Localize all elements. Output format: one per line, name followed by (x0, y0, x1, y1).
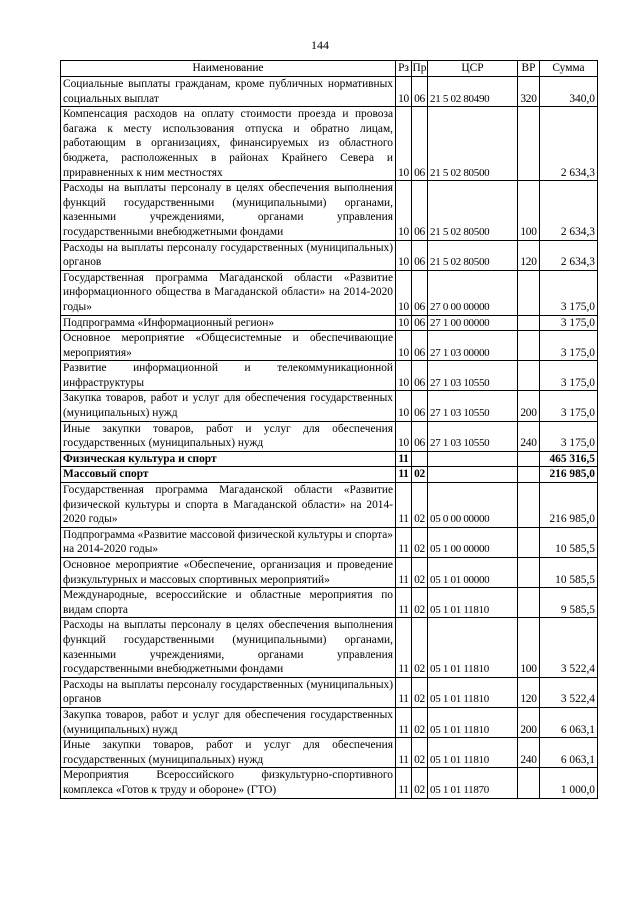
cell-rz: 11 (396, 588, 412, 618)
cell-rz: 11 (396, 527, 412, 557)
cell-csr: 05 1 01 11810 (428, 618, 518, 677)
cell-name: Иные закупки товаров, работ и услуг для обеспечения государственных (муниципальных) нужд (61, 738, 396, 768)
cell-pr: 02 (412, 768, 428, 798)
header-name: Наименование (61, 61, 396, 77)
cell-csr: 27 1 03 00000 (428, 331, 518, 361)
cell-vr (518, 270, 540, 315)
cell-sum: 216 985,0 (540, 483, 598, 528)
table-row (61, 558, 598, 588)
cell-csr: 21 5 02 80500 (428, 107, 518, 181)
cell-vr: 240 (518, 421, 540, 451)
table-row (61, 451, 598, 467)
cell-rz: 11 (396, 738, 412, 768)
cell-sum: 3 175,0 (540, 315, 598, 331)
cell-csr: 21 5 02 80500 (428, 181, 518, 240)
cell-csr: 27 1 03 10550 (428, 391, 518, 421)
header-vr: ВР (518, 61, 540, 77)
cell-rz: 10 (396, 361, 412, 391)
cell-rz: 10 (396, 315, 412, 331)
cell-name: Социальные выплаты гражданам, кроме публичных нормативных социальных выплат (61, 77, 396, 107)
cell-csr: 05 0 00 00000 (428, 483, 518, 528)
cell-vr: 240 (518, 738, 540, 768)
cell-csr: 21 5 02 80490 (428, 77, 518, 107)
cell-name: Закупка товаров, работ и услуг для обеспечения государственных (муниципальных) нужд (61, 707, 396, 737)
table-row (61, 391, 598, 421)
cell-rz: 11 (396, 618, 412, 677)
table-row (61, 77, 598, 107)
cell-rz: 10 (396, 181, 412, 240)
table-row (61, 483, 598, 528)
cell-sum: 3 175,0 (540, 270, 598, 315)
cell-sum: 465 316,5 (540, 451, 598, 467)
cell-vr: 100 (518, 181, 540, 240)
cell-vr: 320 (518, 77, 540, 107)
cell-name: Государственная программа Магаданской области «Развитие физической культуры и спорта в Магаданской области» на 2014-2020 годы» (61, 483, 396, 528)
cell-name: Основное мероприятие «Общесистемные и обеспечивающие мероприятия» (61, 331, 396, 361)
cell-csr: 27 1 03 10550 (428, 421, 518, 451)
cell-sum: 3 522,4 (540, 677, 598, 707)
cell-rz: 10 (396, 270, 412, 315)
table-row (61, 768, 598, 798)
table-row (61, 588, 598, 618)
table-row (61, 738, 598, 768)
cell-pr: 06 (412, 107, 428, 181)
header-pr: Пр (412, 61, 428, 77)
cell-name: Закупка товаров, работ и услуг для обеспечения государственных (муниципальных) нужд (61, 391, 396, 421)
table-row (61, 707, 598, 737)
table-row (61, 181, 598, 240)
table-row (61, 240, 598, 270)
cell-rz: 11 (396, 677, 412, 707)
header-csr: ЦСР (428, 61, 518, 77)
cell-rz: 10 (396, 77, 412, 107)
cell-name: Массовый спорт (61, 467, 396, 483)
cell-rz: 11 (396, 558, 412, 588)
cell-pr: 02 (412, 618, 428, 677)
cell-sum: 3 175,0 (540, 421, 598, 451)
page-number: 144 (311, 38, 329, 52)
table-row (61, 467, 598, 483)
cell-name: Государственная программа Магаданской области «Развитие информационного общества в Магаданской области» на 2014-2020 годы» (61, 270, 396, 315)
cell-sum: 216 985,0 (540, 467, 598, 483)
cell-pr: 06 (412, 331, 428, 361)
cell-sum: 340,0 (540, 77, 598, 107)
cell-name: Международные, всероссийские и областные мероприятия по видам спорта (61, 588, 396, 618)
cell-name: Физическая культура и спорт (61, 451, 396, 467)
cell-pr: 02 (412, 588, 428, 618)
cell-csr (428, 467, 518, 483)
cell-pr: 06 (412, 361, 428, 391)
cell-csr: 05 1 01 11870 (428, 768, 518, 798)
cell-rz: 10 (396, 240, 412, 270)
cell-csr: 27 1 03 10550 (428, 361, 518, 391)
cell-pr: 06 (412, 240, 428, 270)
cell-name: Расходы на выплаты персоналу государственных (муниципальных) органов (61, 240, 396, 270)
cell-vr (518, 451, 540, 467)
cell-sum: 6 063,1 (540, 738, 598, 768)
table-row (61, 361, 598, 391)
cell-sum: 9 585,5 (540, 588, 598, 618)
table-row (61, 527, 598, 557)
cell-vr (518, 107, 540, 181)
cell-rz: 10 (396, 107, 412, 181)
table-row (61, 270, 598, 315)
cell-vr (518, 588, 540, 618)
table-row (61, 618, 598, 677)
cell-vr: 100 (518, 618, 540, 677)
cell-csr: 05 1 01 11810 (428, 738, 518, 768)
cell-name: Подпрограмма «Информационный регион» (61, 315, 396, 331)
cell-rz: 10 (396, 331, 412, 361)
cell-csr: 27 0 00 00000 (428, 270, 518, 315)
cell-pr: 02 (412, 677, 428, 707)
table-row (61, 107, 598, 181)
cell-rz: 11 (396, 768, 412, 798)
cell-rz: 10 (396, 421, 412, 451)
cell-pr: 02 (412, 707, 428, 737)
cell-vr (518, 527, 540, 557)
cell-name: Мероприятия Всероссийского физкультурно-спортивного комплекса «Готов к труду и обороне» (ГТО) (61, 768, 396, 798)
cell-sum: 2 634,3 (540, 181, 598, 240)
cell-name: Подпрограмма «Развитие массовой физической культуры и спорта» на 2014-2020 годы» (61, 527, 396, 557)
cell-pr: 02 (412, 558, 428, 588)
cell-vr (518, 331, 540, 361)
cell-name: Основное мероприятие «Обеспечение, организация и проведение физкультурных и массовых спортивных мероприятий» (61, 558, 396, 588)
table-row (61, 331, 598, 361)
cell-vr (518, 467, 540, 483)
cell-pr: 06 (412, 315, 428, 331)
cell-csr: 05 1 01 00000 (428, 558, 518, 588)
table-row (61, 677, 598, 707)
table-row (61, 315, 598, 331)
cell-pr: 06 (412, 77, 428, 107)
cell-pr: 02 (412, 483, 428, 528)
cell-rz: 11 (396, 483, 412, 528)
cell-csr: 05 1 01 11810 (428, 588, 518, 618)
cell-vr (518, 315, 540, 331)
cell-vr (518, 558, 540, 588)
cell-rz: 11 (396, 707, 412, 737)
cell-sum: 3 175,0 (540, 391, 598, 421)
cell-name: Расходы на выплаты персоналу государственных (муниципальных) органов (61, 677, 396, 707)
cell-csr: 05 1 01 11810 (428, 677, 518, 707)
cell-name: Компенсация расходов на оплату стоимости проезда и провоза багажа к месту использования отпуска и обратно лицам, работающим в организациях, финансируемых из областного бюджета, расположенных в районах Крайнего Севера и приравненных к ним местностях (61, 107, 396, 181)
cell-vr: 120 (518, 240, 540, 270)
cell-csr: 21 5 02 80500 (428, 240, 518, 270)
cell-pr (412, 451, 428, 467)
cell-csr (428, 451, 518, 467)
cell-pr: 02 (412, 738, 428, 768)
header-sum: Сумма (540, 61, 598, 77)
cell-sum: 10 585,5 (540, 558, 598, 588)
cell-vr: 120 (518, 677, 540, 707)
cell-vr (518, 483, 540, 528)
cell-pr: 02 (412, 467, 428, 483)
cell-name: Иные закупки товаров, работ и услуг для обеспечения государственных (муниципальных) нужд (61, 421, 396, 451)
cell-pr: 06 (412, 270, 428, 315)
cell-sum: 10 585,5 (540, 527, 598, 557)
cell-csr: 05 1 00 00000 (428, 527, 518, 557)
cell-sum: 1 000,0 (540, 768, 598, 798)
cell-vr: 200 (518, 391, 540, 421)
cell-vr (518, 361, 540, 391)
cell-pr: 06 (412, 391, 428, 421)
cell-pr: 02 (412, 527, 428, 557)
cell-sum: 6 063,1 (540, 707, 598, 737)
cell-rz: 10 (396, 391, 412, 421)
cell-name: Расходы на выплаты персоналу в целях обеспечения выполнения функций государственными (муниципальными) органами, казенными учреждениями, органами управления государственными внебюджетными фондами (61, 181, 396, 240)
table-header-row (61, 61, 598, 77)
cell-vr (518, 768, 540, 798)
table-body (61, 77, 598, 799)
cell-pr: 06 (412, 421, 428, 451)
cell-sum: 3 175,0 (540, 331, 598, 361)
header-rz: Рз (396, 61, 412, 77)
cell-sum: 3 175,0 (540, 361, 598, 391)
cell-csr: 05 1 01 11810 (428, 707, 518, 737)
cell-sum: 2 634,3 (540, 107, 598, 181)
cell-rz: 11 (396, 467, 412, 483)
budget-table (60, 60, 598, 799)
cell-sum: 3 522,4 (540, 618, 598, 677)
cell-vr: 200 (518, 707, 540, 737)
cell-sum: 2 634,3 (540, 240, 598, 270)
cell-rz: 11 (396, 451, 412, 467)
cell-pr: 06 (412, 181, 428, 240)
cell-name: Развитие информационной и телекоммуникационной инфраструктуры (61, 361, 396, 391)
cell-name: Расходы на выплаты персоналу в целях обеспечения выполнения функций государственными (муниципальными) органами, казенными учреждениями, органами управления государственными внебюджетными фондами (61, 618, 396, 677)
cell-csr: 27 1 00 00000 (428, 315, 518, 331)
table-row (61, 421, 598, 451)
